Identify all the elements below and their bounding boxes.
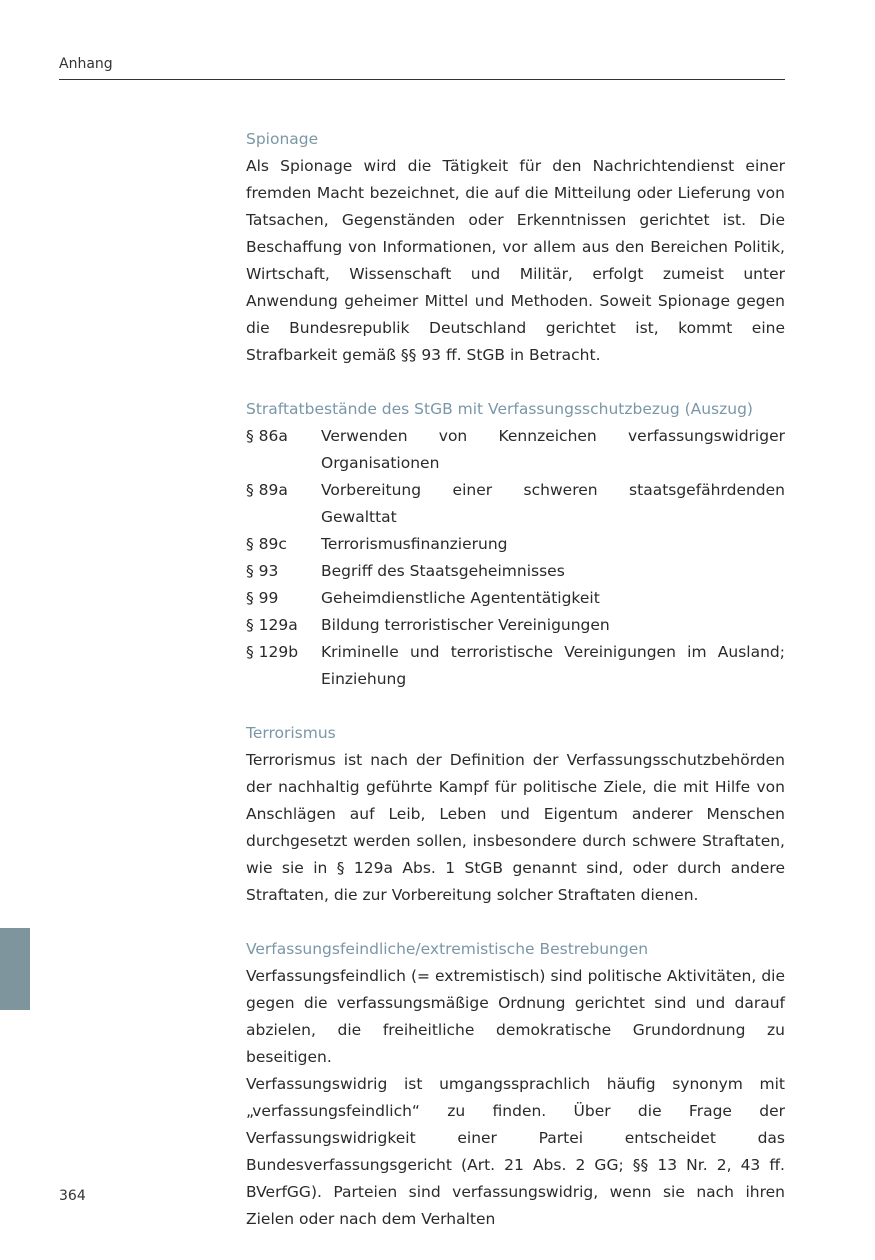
law-item — [246, 531, 785, 558]
section-body-spionage: Als Spionage wird die Tätigkeit für den Nachrichtendienst einer fremden Macht bezeichnet, die auf die Mitteilung oder Lieferung von Tatsachen, Gegenständen oder Erkenntnissen gerichtet ist. Die Beschaffung von Informationen, vor allem aus den Bereichen Politik, Wirtschaft, Wissenschaft und Militär, erfolgt zumeist unter Anwendung geheimer Mittel und Methoden. Soweit Spionage gegen die Bundesrepublik Deutschland gerichtet ist, kommt eine Strafbarkeit gemäß §§ 93 ff. StGB in Betracht. — [246, 157, 785, 364]
law-list — [246, 423, 785, 693]
law-item — [246, 639, 785, 693]
page-number: 364 — [59, 1188, 86, 1204]
section-title-terrorismus: Terrorismus — [246, 724, 336, 742]
law-paragraph: § 89a — [246, 481, 288, 499]
law-description: Terrorismusfinanzierung — [321, 535, 508, 553]
section-body-verfassungsfeindlich-1: Verfassungsfeindlich (= extremistisch) sind politische Aktivitäten, die gegen die verfassungsmäßige Ordnung gerichtet sind und darauf abzielen, die freiheitliche demokratische Grundordnung zu beseitigen. — [246, 967, 785, 1066]
section-title-spionage: Spionage — [246, 130, 319, 148]
header-rule — [59, 79, 785, 80]
section-body-terrorismus: Terrorismus ist nach der Definition der Verfassungsschutzbehörden der nachhaltig geführte Kampf für politische Ziele, die mit Hilfe von Anschlägen auf Leib, Leben und Eigentum anderer Menschen durchgesetzt werden sollen, insbesondere durch schwere Straftaten, wie sie in § 129a Abs. 1 StGB genannt sind, oder durch andere Straftaten, die zur Vorbereitung solcher Straftaten dienen. — [246, 751, 785, 904]
law-description: Vorbereitung einer schweren staatsgefährdenden Gewalttat — [321, 481, 785, 526]
section-body-verfassungsfeindlich-2: Verfassungswidrig ist umgangssprachlich häufig synonym mit „verfassungsfeindlich“ zu finden. Über die Frage der Verfassungswidrigkeit einer Partei entscheidet das Bundesverfassungsgericht (Art. 21 Abs. 2 GG; §§ 13 Nr. 2, 43 ff. BVerfGG). Parteien sind verfassungswidrig, wenn sie nach ihren Zielen oder nach dem Verhalten — [246, 1075, 785, 1228]
law-item — [246, 477, 785, 531]
law-description: Kriminelle und terroristische Vereinigungen im Ausland; Einziehung — [321, 643, 785, 688]
law-paragraph: § 89c — [246, 535, 287, 553]
law-paragraph: § 129b — [246, 643, 299, 661]
law-item — [246, 612, 785, 639]
law-paragraph: § 99 — [246, 589, 279, 607]
law-paragraph: § 93 — [246, 562, 279, 580]
section-title-straftatbestaende: Straftatbestände des StGB mit Verfassungsschutzbezug (Auszug) — [246, 400, 753, 418]
section-straftatbestaende — [246, 396, 785, 693]
side-tab-marker — [0, 928, 30, 1010]
law-description: Begriff des Staatsgeheimnisses — [321, 562, 565, 580]
section-title-verfassungsfeindlich: Verfassungsfeindliche/extremistische Bestrebungen — [246, 940, 649, 958]
law-description: Verwenden von Kennzeichen verfassungswidriger Organisationen — [321, 427, 785, 472]
running-head: Anhang — [59, 56, 113, 72]
law-paragraph: § 86a — [246, 427, 288, 445]
law-item — [246, 423, 785, 477]
section-spionage — [246, 126, 785, 369]
law-item — [246, 585, 785, 612]
law-item — [246, 558, 785, 585]
page-content — [246, 126, 785, 1260]
law-description: Geheimdienstliche Agententätigkeit — [321, 589, 600, 607]
section-terrorismus — [246, 720, 785, 909]
law-description: Bildung terroristischer Vereinigungen — [321, 616, 610, 634]
law-paragraph: § 129a — [246, 616, 298, 634]
section-verfassungsfeindlich — [246, 936, 785, 1233]
